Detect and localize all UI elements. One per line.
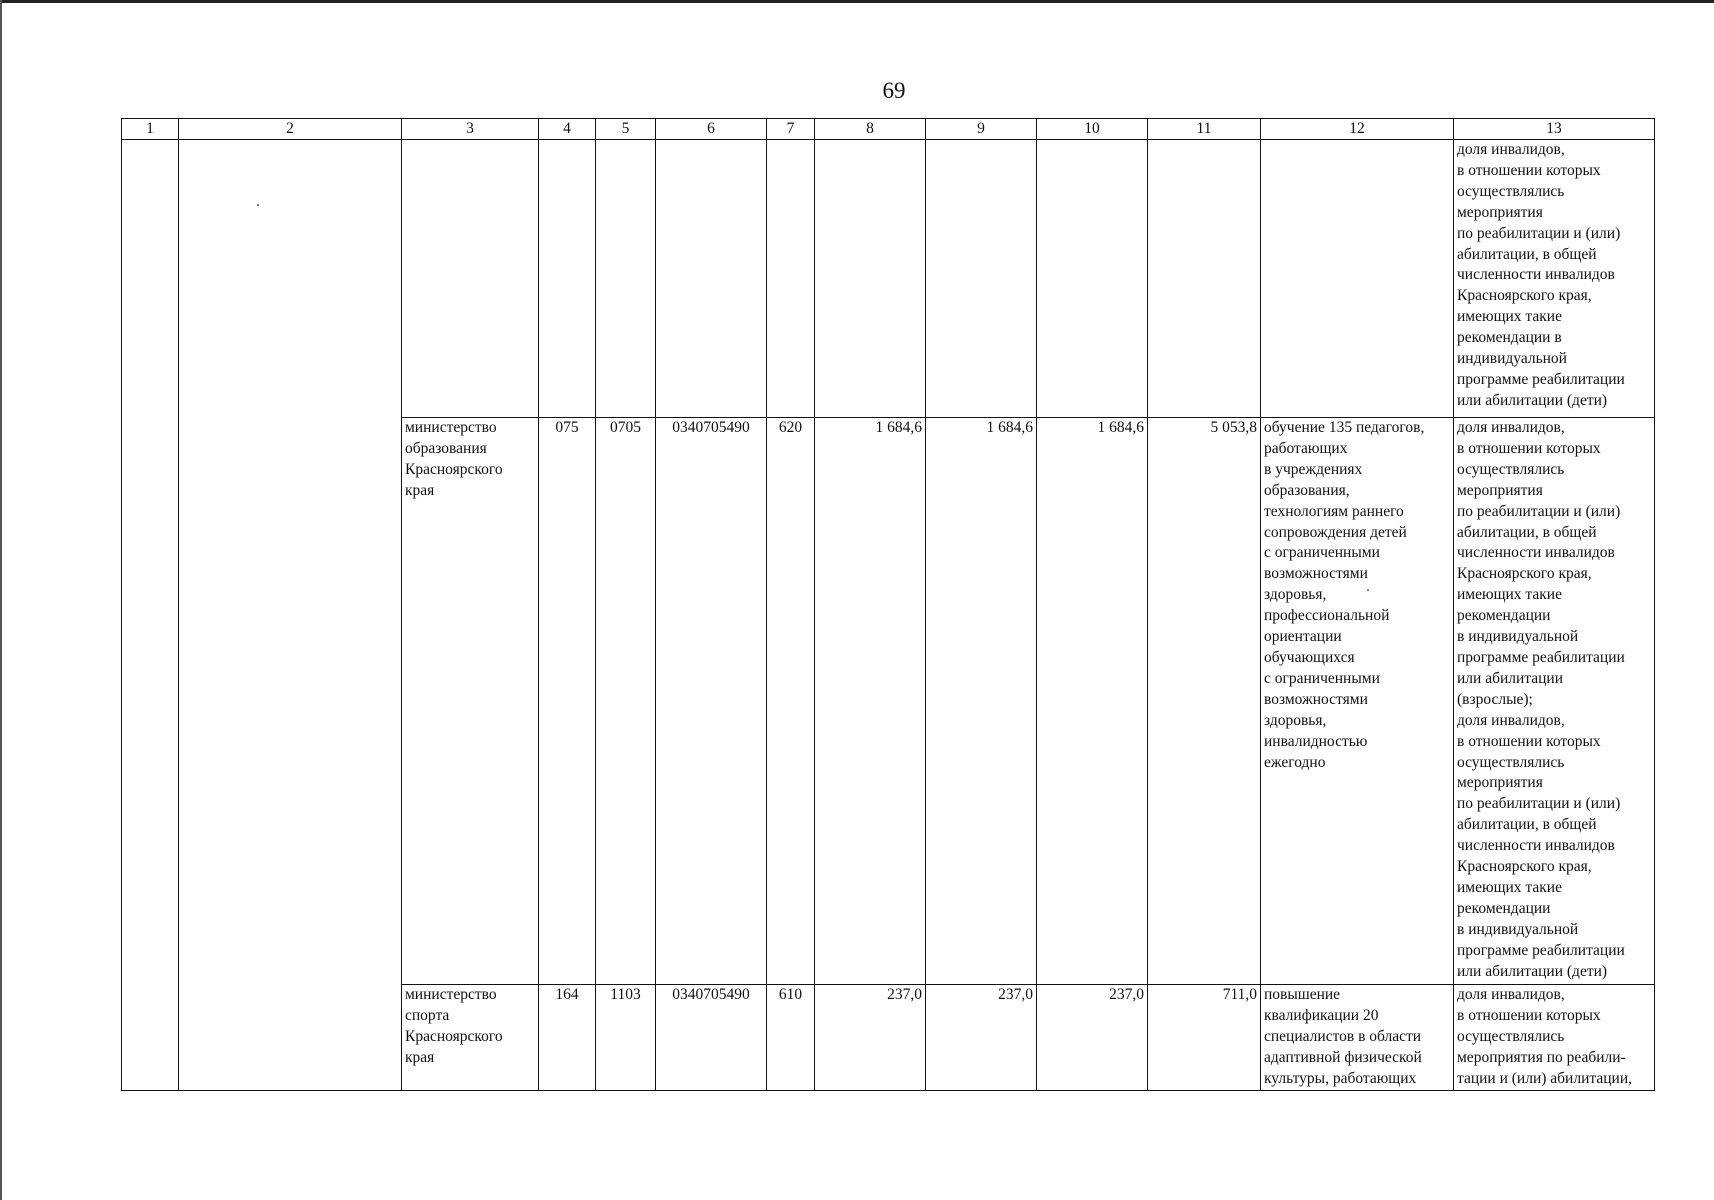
cell-amount-10: 1 684,6 (1037, 418, 1148, 985)
col-header-7: 7 (767, 119, 815, 140)
cell-agency: министерство спорта Красноярского края (402, 985, 539, 1091)
col-header-9: 9 (926, 119, 1037, 140)
col-header-6: 6 (656, 119, 767, 140)
cell-gbs-code: 164 (539, 985, 596, 1091)
cell-indicator: доля инвалидов, в отношении которых осуществлялись мероприятия по реабили- тации и (или) абилитации, (1454, 985, 1655, 1091)
cell-section-code: 1103 (596, 985, 656, 1091)
cell-agency: министерство образования Красноярского края (402, 418, 539, 985)
page-number: 69 (882, 78, 906, 103)
cell-amount-8 (815, 140, 926, 418)
col-header-8: 8 (815, 119, 926, 140)
cell-target-code: 0340705490 (656, 985, 767, 1091)
col-header-10: 10 (1037, 119, 1148, 140)
cell-section-code: 0705 (596, 418, 656, 985)
scan-edge-top (0, 0, 1714, 3)
header-row (122, 119, 1655, 140)
cell-amount-total: 5 053,8 (1148, 418, 1261, 985)
cell-expense-code: 610 (767, 985, 815, 1091)
cell-expense-code: 620 (767, 418, 815, 985)
cell-section-code (596, 140, 656, 418)
cell-gbs-code (539, 140, 596, 418)
cell-amount-9 (926, 140, 1037, 418)
cell-target-code: 0340705490 (656, 418, 767, 985)
cell-target-code (656, 140, 767, 418)
scan-speck (257, 204, 259, 206)
col-header-2: 2 (179, 119, 402, 140)
col-header-11: 11 (1148, 119, 1261, 140)
cell-expense-code (767, 140, 815, 418)
col-header-3: 3 (402, 119, 539, 140)
cell-amount-9: 1 684,6 (926, 418, 1037, 985)
scan-edge-left (0, 0, 2, 1200)
col-header-12: 12 (1261, 119, 1454, 140)
col-header-13: 13 (1454, 119, 1655, 140)
col-header-4: 4 (539, 119, 596, 140)
cell-amount-10: 237,0 (1037, 985, 1148, 1091)
cell-indicator: доля инвалидов, в отношении которых осуществлялись мероприятия по реабилитации и (или) абилитации, в общей численности инвалидов Красноярского края, имеющих такие рекомендации в индивидуальной программе реабилитации или абилитации (дети) (1454, 140, 1655, 418)
cell-col1-merged (122, 140, 179, 1091)
col-header-1: 1 (122, 119, 179, 140)
cell-amount-10 (1037, 140, 1148, 418)
cell-expected-result: обучение 135 педагогов, работающих в учреждениях образования, технологиям раннего сопровождения детей с ограниченными возможностями здоровья, профессиональной ориентации обучающихся с ограниченными возможностями здоровья, инвалидностью ежегодно (1261, 418, 1454, 985)
col-header-5: 5 (596, 119, 656, 140)
scan-speck (1367, 589, 1369, 591)
cell-col2-merged (179, 140, 402, 1091)
cell-amount-8: 237,0 (815, 985, 926, 1091)
cell-amount-9: 237,0 (926, 985, 1037, 1091)
cell-indicator: доля инвалидов, в отношении которых осуществлялись мероприятия по реабилитации и (или) абилитации, в общей численности инвалидов Красноярского края, имеющих такие рекомендации в индивидуальной программе реабилитации или абилитации (взрослые); доля инвалидов, в отношении которых осуществлялись мероприятия по реабилитации и (или) абилитации, в общей численности инвалидов Красноярского края, имеющих такие рекомендации в индивидуальной программе реабилитации или абилитации (дети) (1454, 418, 1655, 985)
cell-amount-total (1148, 140, 1261, 418)
cell-expected-result: повышение квалификации 20 специалистов в области адаптивной физической культуры, работающих (1261, 985, 1454, 1091)
program-table (121, 118, 1655, 1091)
cell-agency (402, 140, 539, 418)
table-row (122, 140, 1655, 418)
cell-amount-8: 1 684,6 (815, 418, 926, 985)
cell-gbs-code: 075 (539, 418, 596, 985)
cell-expected-result (1261, 140, 1454, 418)
cell-amount-total: 711,0 (1148, 985, 1261, 1091)
